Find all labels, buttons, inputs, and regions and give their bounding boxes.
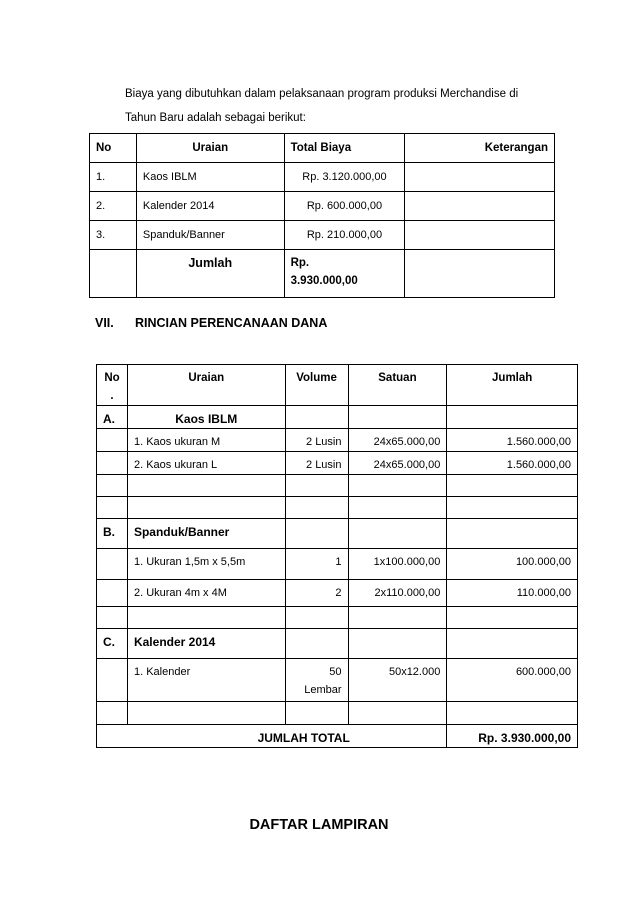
- empty-row: [97, 607, 578, 629]
- group-name: Kaos IBLM: [127, 406, 285, 429]
- item-volume-unit: Lembar: [304, 684, 342, 696]
- item-jumlah: 1.560.000,00: [447, 429, 578, 452]
- row-total: Rp. 600.000,00: [284, 192, 405, 221]
- empty-row: [97, 475, 578, 497]
- item-satuan: 24x65.000,00: [348, 452, 447, 475]
- item-volume: 2 Lusin: [285, 429, 348, 452]
- group-name: Spanduk/Banner: [127, 519, 285, 549]
- item-satuan: 2x110.000,00: [348, 580, 447, 607]
- section-title: RINCIAN PERENCANAAN DANA: [135, 316, 328, 330]
- header-uraian: Uraian: [127, 365, 285, 406]
- table-row: [90, 221, 555, 250]
- item-satuan: 1x100.000,00: [348, 549, 447, 580]
- item-jumlah: 1.560.000,00: [447, 452, 578, 475]
- section-number: VII.: [95, 316, 114, 330]
- item-satuan: 50x12.000: [348, 659, 447, 702]
- table-row: [97, 452, 578, 475]
- grand-total-label: JUMLAH TOTAL: [97, 725, 447, 748]
- item-volume: 2 Lusin: [285, 452, 348, 475]
- empty-row: [97, 702, 578, 725]
- item-uraian: 2. Kaos ukuran L: [127, 452, 285, 475]
- row-no: 3.: [90, 221, 137, 250]
- table-row: [97, 549, 578, 580]
- table-row: [90, 192, 555, 221]
- grand-total-row: [97, 725, 578, 748]
- item-uraian: 1. Kalender: [127, 659, 285, 702]
- table-header-row: [90, 134, 555, 163]
- item-volume: 2: [285, 580, 348, 607]
- section-heading: [95, 316, 327, 330]
- total-amount-prefix: Rp.: [290, 257, 310, 269]
- header-no-text: No: [104, 372, 120, 384]
- total-amount-value: 3.930.000,00: [290, 275, 358, 287]
- item-uraian: 1. Kaos ukuran M: [127, 429, 285, 452]
- row-keterangan: [405, 221, 555, 250]
- intro-paragraph: [125, 82, 518, 130]
- row-total: Rp. 3.120.000,00: [284, 163, 405, 192]
- table-row: [97, 580, 578, 607]
- group-code: B.: [97, 519, 128, 549]
- header-no: No: [90, 134, 137, 163]
- item-jumlah: 100.000,00: [447, 549, 578, 580]
- item-satuan: 24x65.000,00: [348, 429, 447, 452]
- row-no: 2.: [90, 192, 137, 221]
- item-volume: 1: [285, 549, 348, 580]
- item-uraian: 1. Ukuran 1,5m x 5,5m: [127, 549, 285, 580]
- row-uraian: Spanduk/Banner: [136, 221, 284, 250]
- group-code: C.: [97, 629, 128, 659]
- budget-detail-table: [96, 364, 578, 748]
- group-row: [97, 406, 578, 429]
- table-row: [97, 659, 578, 702]
- header-no: [97, 365, 128, 406]
- total-amount: [284, 250, 405, 298]
- table-row: [90, 163, 555, 192]
- header-total-biaya: Total Biaya: [284, 134, 405, 163]
- group-row: [97, 629, 578, 659]
- row-keterangan: [405, 163, 555, 192]
- row-keterangan: [405, 192, 555, 221]
- total-keterangan-cell: [405, 250, 555, 298]
- header-satuan: Satuan: [348, 365, 447, 406]
- row-uraian: Kaos IBLM: [136, 163, 284, 192]
- item-jumlah: 110.000,00: [447, 580, 578, 607]
- header-uraian: Uraian: [136, 134, 284, 163]
- item-jumlah: 600.000,00: [447, 659, 578, 702]
- item-uraian: 2. Ukuran 4m x 4M: [127, 580, 285, 607]
- table-header-row: [97, 365, 578, 406]
- total-label: Jumlah: [136, 250, 284, 298]
- header-jumlah: Jumlah: [447, 365, 578, 406]
- header-volume: Volume: [285, 365, 348, 406]
- row-total: Rp. 210.000,00: [284, 221, 405, 250]
- group-code: A.: [97, 406, 128, 429]
- item-volume-qty: 50: [329, 666, 342, 678]
- intro-line-1: Biaya yang dibutuhkan dalam pelaksanaan program produksi Merchandise di: [125, 88, 519, 100]
- row-uraian: Kalender 2014: [136, 192, 284, 221]
- group-row: [97, 519, 578, 549]
- table-row: [97, 429, 578, 452]
- empty-row: [97, 497, 578, 519]
- total-row: [90, 250, 555, 298]
- header-keterangan: Keterangan: [405, 134, 555, 163]
- page-title: DAFTAR LAMPIRAN: [249, 817, 389, 833]
- row-no: 1.: [90, 163, 137, 192]
- item-volume: [285, 659, 348, 702]
- header-no-dot: .: [110, 390, 114, 402]
- intro-line-2: Tahun Baru adalah sebagai berikut:: [125, 112, 306, 124]
- cost-summary-table: [89, 133, 555, 298]
- total-no-cell: [90, 250, 137, 298]
- grand-total-value: Rp. 3.930.000,00: [447, 725, 578, 748]
- group-name: Kalender 2014: [127, 629, 285, 659]
